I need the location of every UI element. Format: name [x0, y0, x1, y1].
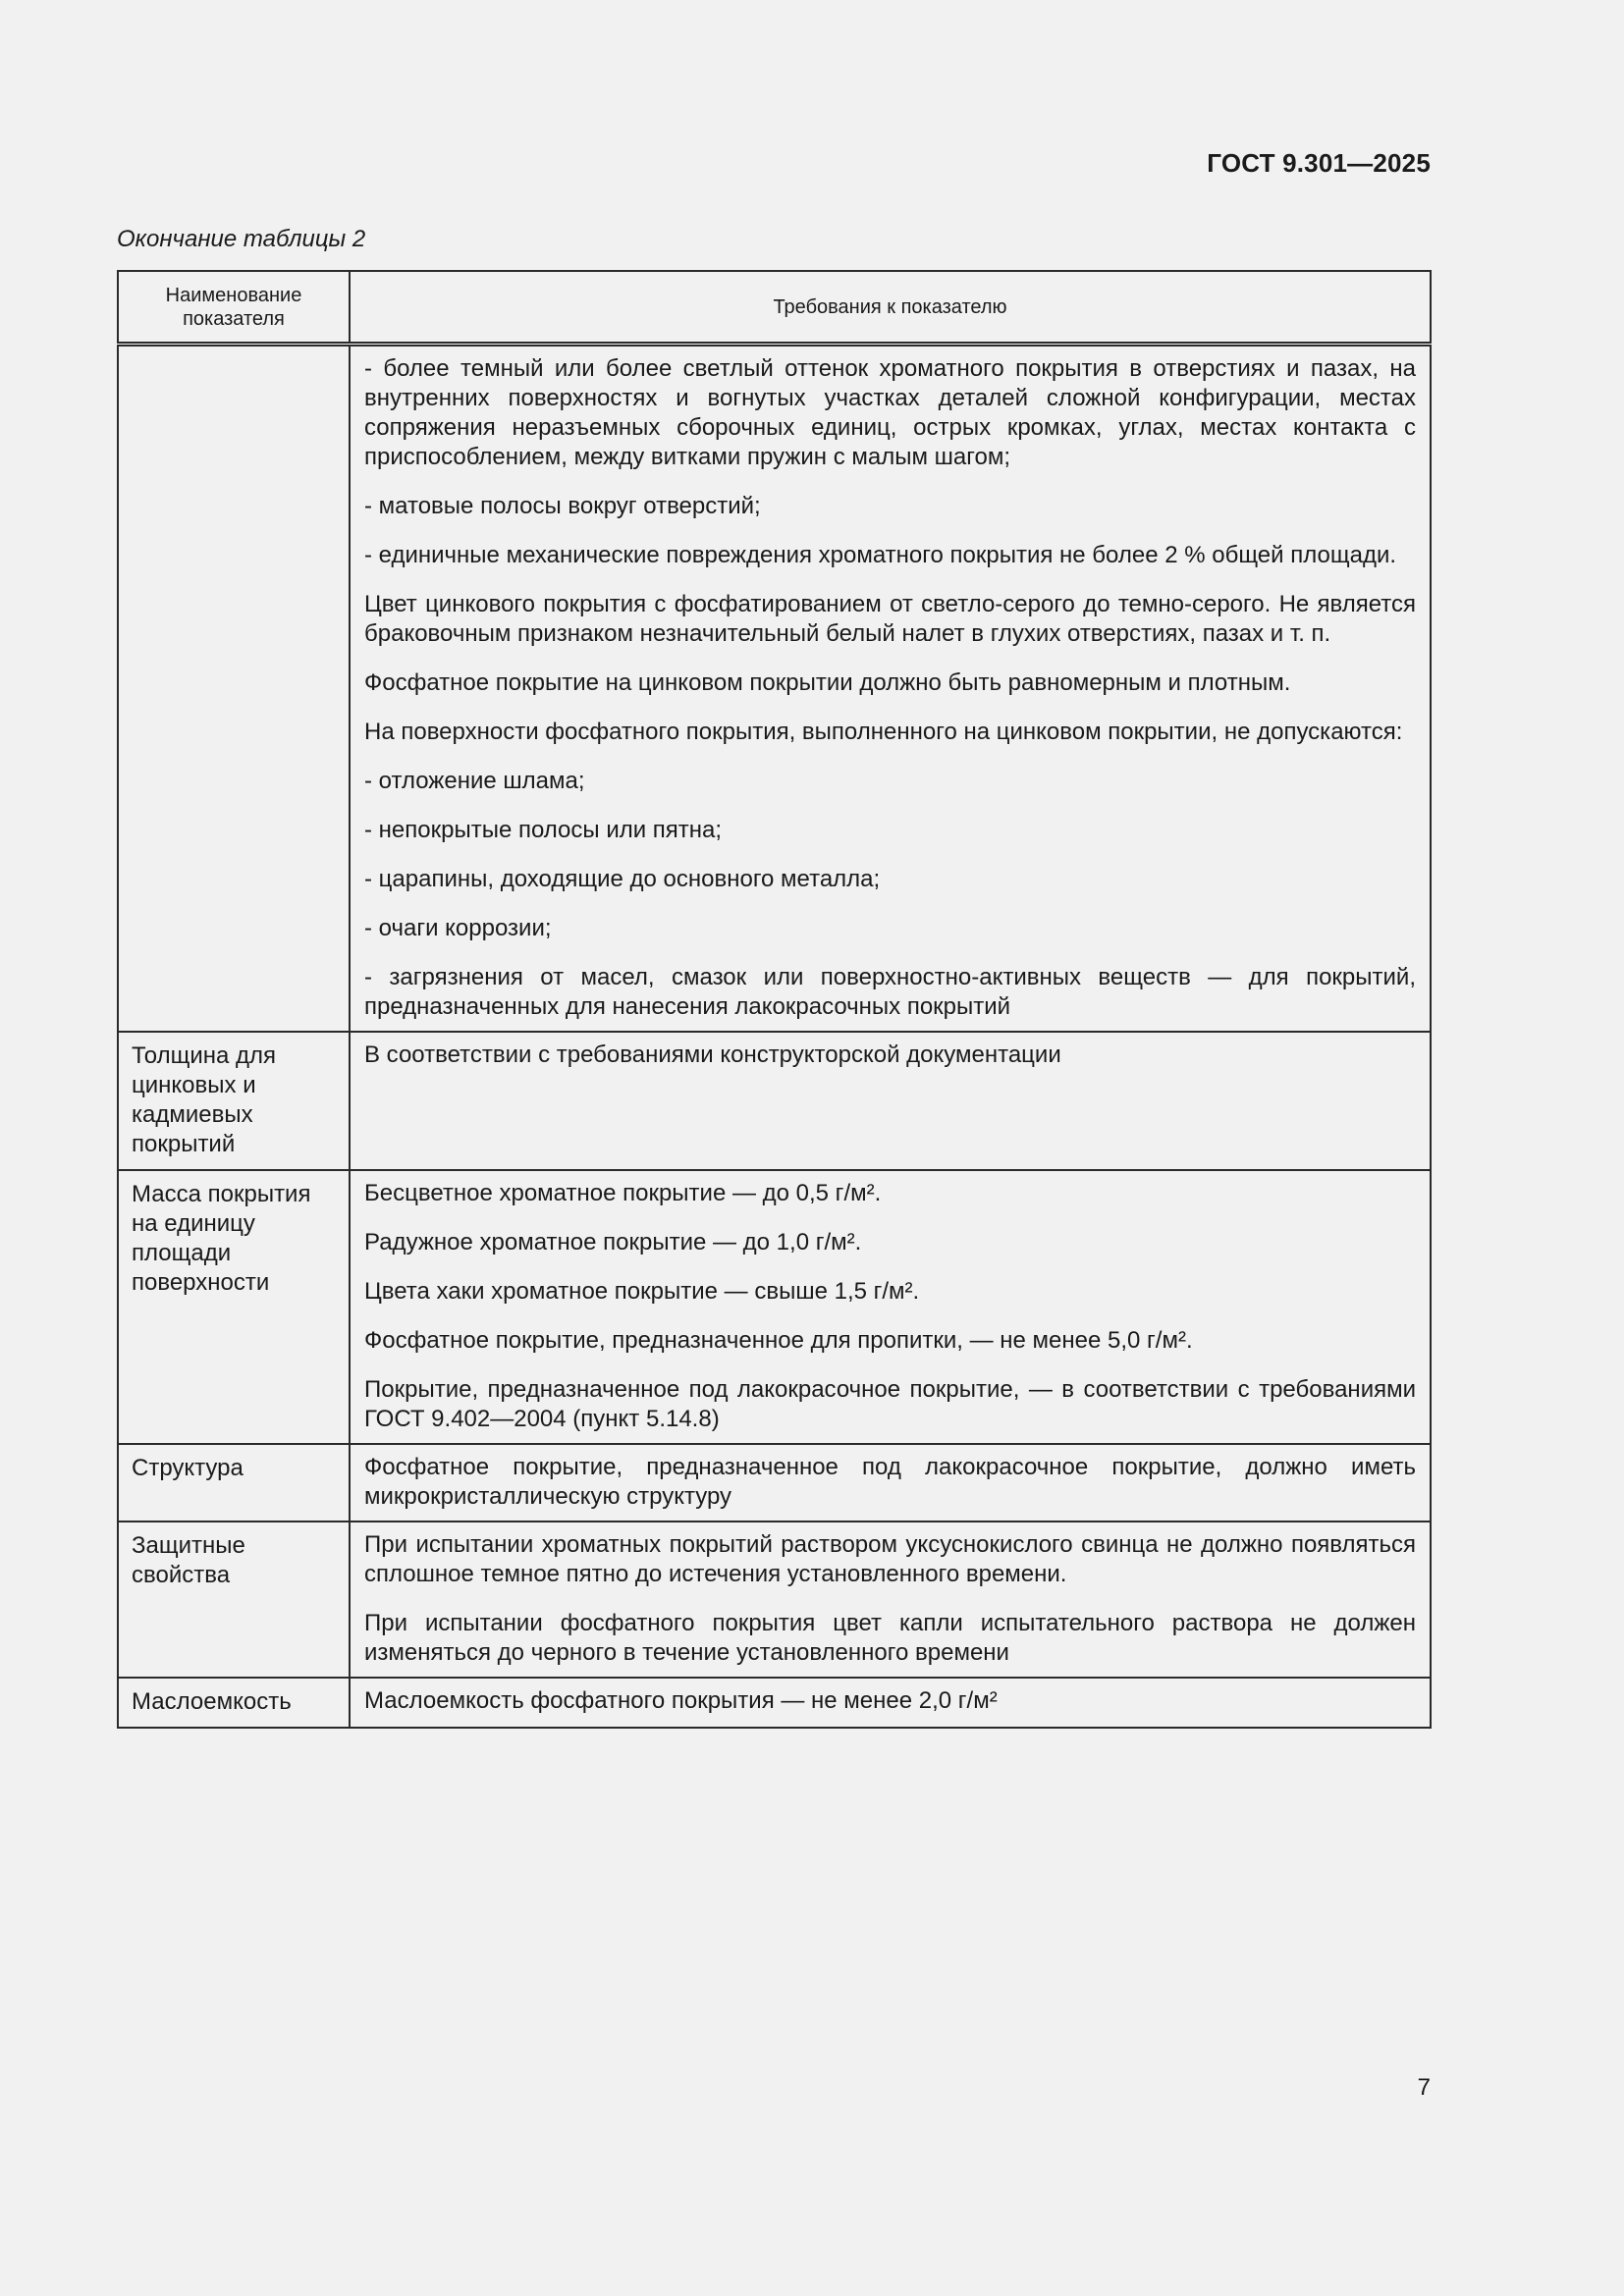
row-name: Защитные свойства	[118, 1522, 350, 1678]
requirement-paragraph: При испытании хроматных покрытий раствором уксуснокислого свинца не должно появляться сплошное темное пятно до истечения установленного времени.	[364, 1531, 1416, 1587]
table-row	[118, 1444, 1431, 1522]
row-requirements	[350, 1522, 1431, 1678]
requirements-table	[117, 270, 1432, 1729]
row-name: Толщина для цинковых и кадмиевых покрытий	[118, 1032, 350, 1170]
requirement-paragraph: - матовые полосы вокруг отверстий;	[364, 493, 761, 519]
requirement-paragraph: Радужное хроматное покрытие — до 1,0 г/м².	[364, 1229, 862, 1255]
requirement-paragraph: Фосфатное покрытие, предназначенное для пропитки, — не менее 5,0 г/м².	[364, 1327, 1193, 1354]
row-requirements	[350, 1032, 1431, 1170]
row-requirements	[350, 1444, 1431, 1522]
row-name: Масса покрытия на единицу площади поверхности	[118, 1170, 350, 1444]
requirement-paragraph: Маслоемкость фосфатного покрытия — не менее 2,0 г/м²	[364, 1687, 998, 1714]
row-name	[118, 345, 350, 1033]
table-header-row	[118, 271, 1431, 345]
requirement-paragraph: В соответствии с требованиями конструкторской документации	[364, 1041, 1061, 1068]
header-requirements: Требования к показателю	[350, 271, 1431, 345]
row-requirements	[350, 1170, 1431, 1444]
table-row	[118, 1522, 1431, 1678]
requirement-paragraph: - отложение шлама;	[364, 768, 585, 794]
requirement-paragraph: Покрытие, предназначенное под лакокрасочное покрытие, — в соответствии с требованиями ГОСТ 9.402—2004 (пункт 5.14.8)	[364, 1376, 1416, 1432]
requirement-paragraph: Цвет цинкового покрытия с фосфатированием от светло-серого до темно-серого. Не является браковочным признаком незначительный белый налет в глухих отверстиях, пазах и т. п.	[364, 591, 1416, 647]
table-row	[118, 345, 1431, 1033]
requirement-paragraph: Фосфатное покрытие на цинковом покрытии должно быть равномерным и плотным.	[364, 669, 1291, 696]
table-caption: Окончание таблицы 2	[117, 226, 366, 252]
requirement-paragraph: Бесцветное хроматное покрытие — до 0,5 г/м².	[364, 1180, 882, 1206]
requirement-paragraph: - загрязнения от масел, смазок или поверхностно-активных веществ — для покрытий, предназначенных для нанесения лакокрасочных покрытий	[364, 964, 1416, 1020]
requirement-paragraph: - очаги коррозии;	[364, 915, 552, 941]
table-row	[118, 1032, 1431, 1170]
requirement-paragraph: - единичные механические повреждения хроматного покрытия не более 2 % общей площади.	[364, 542, 1397, 568]
requirement-paragraph: Цвета хаки хроматное покрытие — свыше 1,5 г/м².	[364, 1278, 920, 1305]
requirement-paragraph: - царапины, доходящие до основного металла;	[364, 866, 881, 892]
standard-number: ГОСТ 9.301—2025	[1207, 148, 1431, 178]
requirement-paragraph: - более темный или более светлый оттенок хроматного покрытия в отверстиях и пазах, на внутренних поверхностях и вогнутых участках деталей сложной конфигурации, местах сопряжения неразъемных сборочных единиц, острых кромках, углах, местах контакта с приспособлением, между витками пружин с малым шагом;	[364, 355, 1416, 470]
table-row	[118, 1170, 1431, 1444]
page-number: 7	[1417, 2074, 1431, 2101]
requirement-paragraph: На поверхности фосфатного покрытия, выполненного на цинковом покрытии, не допускаются:	[364, 719, 1403, 745]
row-name: Маслоемкость	[118, 1678, 350, 1728]
requirement-paragraph: - непокрытые полосы или пятна;	[364, 817, 723, 843]
table-row	[118, 1678, 1431, 1728]
row-requirements	[350, 345, 1431, 1033]
requirement-paragraph: При испытании фосфатного покрытия цвет капли испытательного раствора не должен изменяться до черного в течение установленного времени	[364, 1610, 1416, 1666]
row-requirements	[350, 1678, 1431, 1728]
header-indicator-name: Наименование показателя	[118, 271, 350, 345]
requirement-paragraph: Фосфатное покрытие, предназначенное под лакокрасочное покрытие, должно иметь микрокристаллическую структуру	[364, 1454, 1416, 1510]
row-name: Структура	[118, 1444, 350, 1522]
